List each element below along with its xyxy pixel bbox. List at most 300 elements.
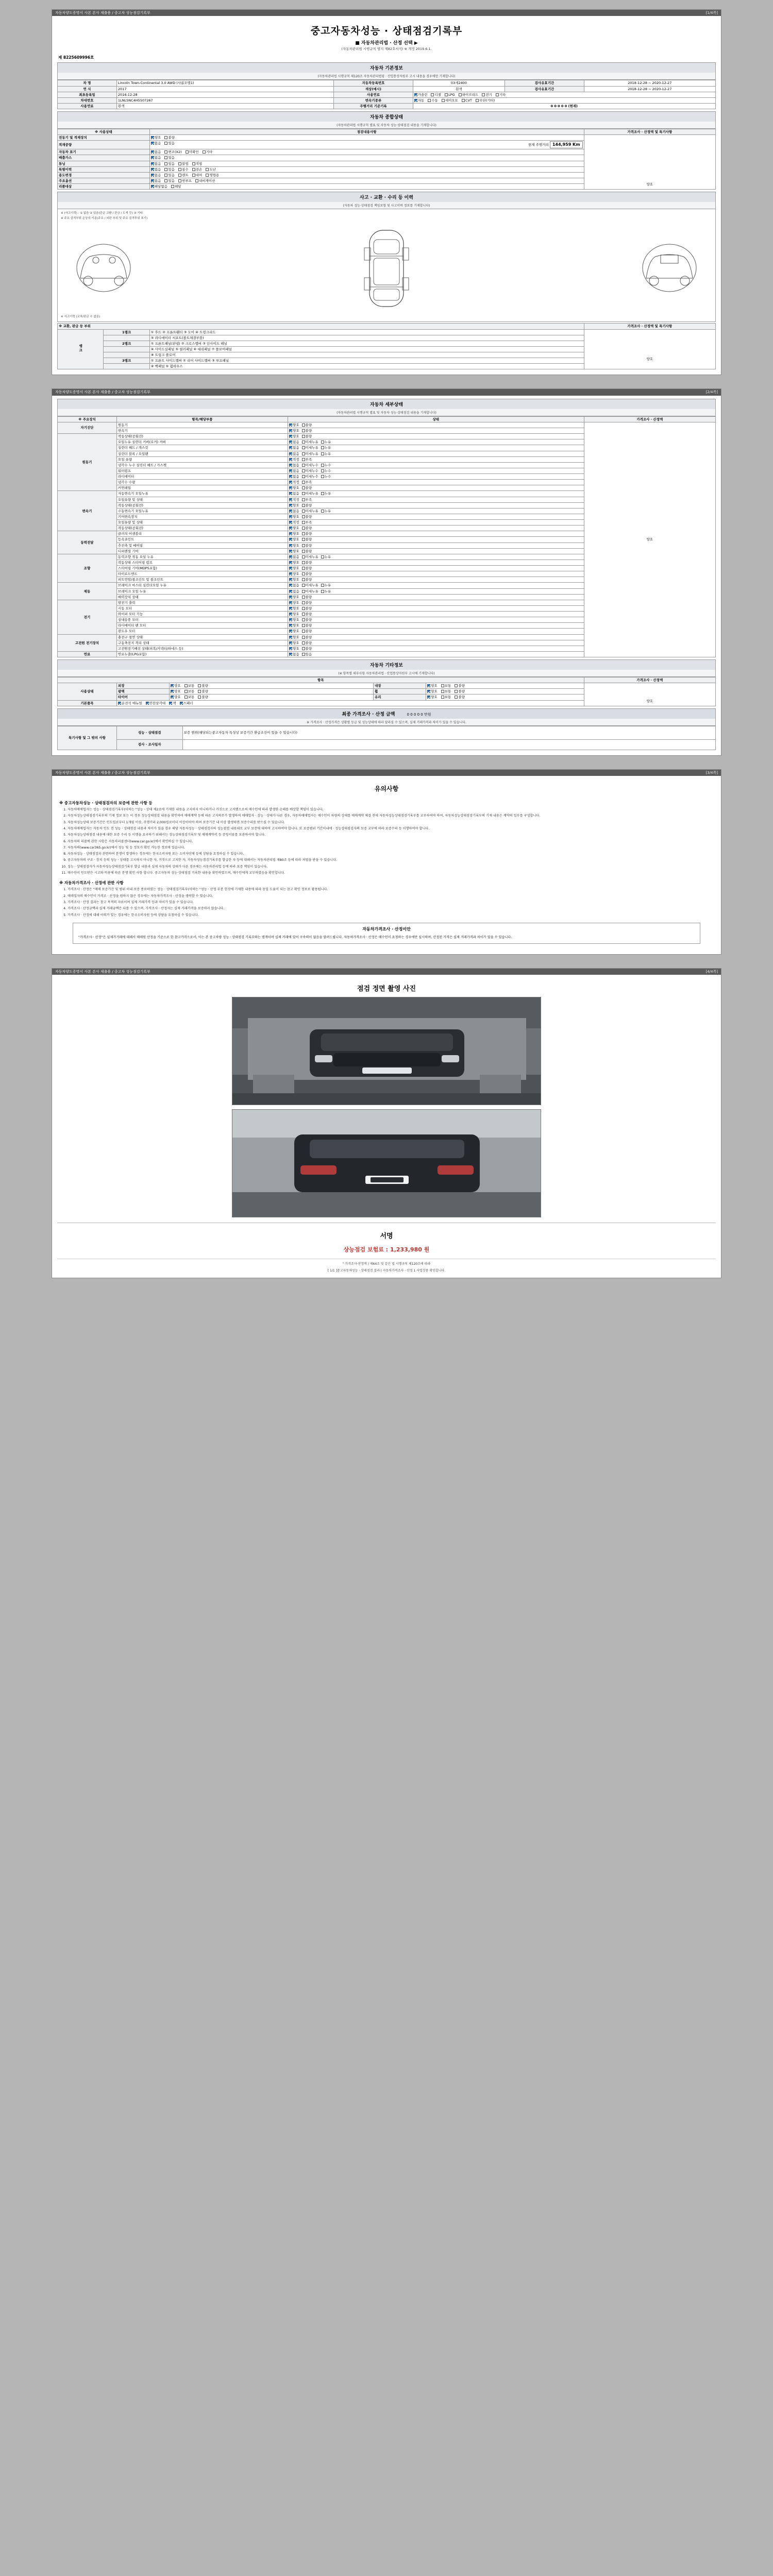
checkbox-icon[interactable] bbox=[302, 481, 305, 484]
option-chip[interactable] bbox=[321, 474, 331, 479]
checkbox-icon[interactable] bbox=[431, 93, 434, 96]
option-chip[interactable]: 보통 bbox=[184, 695, 195, 699]
option-chip[interactable] bbox=[302, 434, 312, 438]
option-chip[interactable]: 양호 bbox=[427, 689, 438, 693]
checkbox-icon[interactable] bbox=[302, 567, 305, 570]
checkbox-icon[interactable] bbox=[302, 596, 305, 599]
checkbox-icon[interactable] bbox=[289, 544, 292, 547]
option-chip[interactable] bbox=[302, 561, 312, 565]
checkbox-icon[interactable] bbox=[178, 174, 181, 177]
option-chip[interactable] bbox=[289, 549, 299, 553]
option-chip[interactable]: 침수 bbox=[178, 167, 189, 172]
checkbox-icon[interactable] bbox=[289, 481, 292, 484]
checkbox-icon[interactable] bbox=[302, 653, 305, 656]
checkbox-icon[interactable] bbox=[289, 538, 292, 541]
checkbox-icon[interactable] bbox=[198, 684, 201, 687]
checkbox-icon[interactable] bbox=[321, 464, 324, 467]
option-chip[interactable] bbox=[302, 480, 312, 484]
checkbox-icon[interactable] bbox=[321, 584, 324, 587]
checkbox-icon[interactable] bbox=[428, 99, 431, 102]
checkbox-icon[interactable] bbox=[302, 515, 305, 518]
checkbox-icon[interactable] bbox=[180, 702, 183, 705]
option-chip[interactable]: 보통 bbox=[184, 689, 195, 693]
checkbox-icon[interactable] bbox=[441, 684, 444, 687]
option-chip[interactable]: 있음 bbox=[164, 173, 175, 177]
checkbox-icon[interactable] bbox=[302, 624, 305, 627]
checkbox-icon[interactable] bbox=[171, 684, 174, 687]
option-chip[interactable]: 불량 bbox=[455, 695, 465, 699]
checkbox-icon[interactable] bbox=[151, 174, 154, 177]
checkbox-icon[interactable] bbox=[427, 690, 430, 693]
checkbox-icon[interactable] bbox=[289, 446, 292, 449]
option-chip[interactable] bbox=[302, 595, 312, 599]
checkbox-icon[interactable] bbox=[289, 613, 292, 616]
option-chip[interactable] bbox=[289, 589, 299, 594]
checkbox-icon[interactable] bbox=[289, 555, 292, 558]
checkbox-icon[interactable] bbox=[302, 458, 305, 461]
checkbox-icon[interactable] bbox=[302, 464, 305, 467]
option-chip[interactable]: 전손 bbox=[192, 167, 203, 172]
checkbox-icon[interactable] bbox=[151, 179, 154, 182]
checkbox-icon[interactable] bbox=[203, 150, 206, 154]
checkbox-icon[interactable] bbox=[289, 550, 292, 553]
option-chip[interactable] bbox=[302, 623, 312, 628]
option-chip[interactable] bbox=[302, 566, 312, 570]
option-chip[interactable] bbox=[302, 463, 318, 467]
fuel-option-4[interactable]: 전기 bbox=[482, 93, 492, 97]
option-chip[interactable]: 보통 bbox=[441, 695, 451, 699]
checkbox-icon[interactable] bbox=[289, 572, 292, 575]
checkbox-icon[interactable] bbox=[289, 624, 292, 627]
checkbox-icon[interactable] bbox=[302, 618, 305, 621]
checkbox-icon[interactable] bbox=[198, 690, 201, 693]
option-chip[interactable]: 없음 bbox=[151, 162, 161, 166]
option-chip[interactable]: 양호 bbox=[427, 684, 438, 688]
checkbox-icon[interactable] bbox=[321, 510, 324, 513]
option-chip[interactable]: 없음 bbox=[151, 150, 161, 154]
option-chip[interactable]: 스패너 bbox=[180, 701, 193, 705]
option-chip[interactable] bbox=[302, 486, 312, 490]
option-chip[interactable] bbox=[321, 440, 331, 444]
option-chip[interactable]: 잭 bbox=[169, 701, 176, 705]
option-chip[interactable] bbox=[321, 583, 331, 587]
option-chip[interactable] bbox=[289, 595, 299, 599]
checkbox-icon[interactable] bbox=[302, 446, 305, 449]
option-chip[interactable]: 양호 bbox=[151, 135, 161, 140]
transmission-option-4[interactable]: 무단(기타) bbox=[476, 98, 495, 103]
option-chip[interactable] bbox=[289, 612, 299, 616]
checkbox-icon[interactable] bbox=[302, 630, 305, 633]
option-chip[interactable] bbox=[289, 480, 299, 484]
option-chip[interactable]: 불량 bbox=[164, 135, 175, 140]
checkbox-icon[interactable] bbox=[289, 521, 292, 524]
option-chip[interactable] bbox=[289, 429, 299, 433]
checkbox-icon[interactable] bbox=[302, 492, 305, 495]
option-chip[interactable]: 해당없음 bbox=[151, 184, 167, 189]
option-chip[interactable]: 양호 bbox=[171, 695, 181, 699]
checkbox-icon[interactable] bbox=[289, 475, 292, 478]
checkbox-icon[interactable] bbox=[289, 567, 292, 570]
option-chip[interactable]: 있음 bbox=[164, 141, 175, 145]
option-chip[interactable] bbox=[302, 549, 312, 553]
checkbox-icon[interactable] bbox=[151, 150, 154, 154]
checkbox-icon[interactable] bbox=[302, 486, 305, 489]
checkbox-icon[interactable] bbox=[171, 690, 174, 693]
checkbox-icon[interactable] bbox=[178, 179, 181, 182]
checkbox-icon[interactable] bbox=[302, 538, 305, 541]
checkbox-icon[interactable] bbox=[164, 150, 167, 154]
option-chip[interactable] bbox=[289, 566, 299, 570]
checkbox-icon[interactable] bbox=[289, 561, 292, 564]
option-chip[interactable] bbox=[302, 429, 312, 433]
option-chip[interactable]: 보통 bbox=[441, 689, 451, 693]
checkbox-icon[interactable] bbox=[496, 93, 499, 96]
checkbox-icon[interactable] bbox=[302, 636, 305, 639]
checkbox-icon[interactable] bbox=[186, 150, 189, 154]
option-chip[interactable] bbox=[289, 583, 299, 587]
option-chip[interactable] bbox=[302, 606, 312, 611]
transmission-option-1[interactable]: 수동 bbox=[428, 98, 438, 103]
option-chip[interactable]: 불량 bbox=[198, 684, 208, 688]
option-chip[interactable] bbox=[289, 474, 299, 479]
option-chip[interactable] bbox=[289, 457, 299, 462]
checkbox-icon[interactable] bbox=[427, 684, 430, 687]
option-chip[interactable] bbox=[302, 578, 312, 582]
checkbox-icon[interactable] bbox=[442, 99, 445, 102]
checkbox-icon[interactable] bbox=[302, 590, 305, 593]
checkbox-icon[interactable] bbox=[289, 515, 292, 518]
checkbox-icon[interactable] bbox=[289, 596, 292, 599]
checkbox-icon[interactable] bbox=[302, 641, 305, 645]
option-chip[interactable] bbox=[289, 463, 299, 467]
option-chip[interactable]: 영업용 bbox=[206, 173, 219, 177]
option-chip[interactable] bbox=[321, 509, 331, 513]
option-chip[interactable] bbox=[302, 526, 312, 530]
checkbox-icon[interactable] bbox=[441, 696, 444, 699]
option-chip[interactable]: 썬루프 bbox=[178, 179, 192, 183]
option-chip[interactable]: 불량 bbox=[198, 689, 208, 693]
option-chip[interactable] bbox=[302, 652, 312, 656]
option-chip[interactable]: 내비게이션 bbox=[195, 179, 215, 183]
checkbox-icon[interactable] bbox=[321, 475, 324, 478]
checkbox-icon[interactable] bbox=[455, 684, 458, 687]
option-chip[interactable] bbox=[302, 469, 318, 473]
option-chip[interactable]: 없음 bbox=[151, 167, 161, 172]
checkbox-icon[interactable] bbox=[169, 702, 172, 705]
checkbox-icon[interactable] bbox=[289, 452, 292, 455]
option-chip[interactable] bbox=[289, 503, 299, 507]
option-chip[interactable]: 있음 bbox=[164, 162, 175, 166]
option-chip[interactable]: 양호 bbox=[171, 684, 181, 688]
option-chip[interactable] bbox=[302, 515, 312, 519]
checkbox-icon[interactable] bbox=[302, 578, 305, 581]
option-chip[interactable]: 없음 bbox=[151, 156, 161, 160]
option-chip[interactable] bbox=[302, 544, 312, 548]
transmission-option-2[interactable]: 세미오토 bbox=[442, 98, 458, 103]
checkbox-icon[interactable] bbox=[289, 486, 292, 489]
option-chip[interactable] bbox=[302, 618, 312, 622]
fuel-option-2[interactable]: LPG bbox=[445, 93, 455, 97]
checkbox-icon[interactable] bbox=[476, 99, 479, 102]
option-chip[interactable]: 불량 bbox=[455, 684, 465, 688]
option-chip[interactable] bbox=[289, 440, 299, 444]
option-chip[interactable] bbox=[289, 509, 299, 513]
option-chip[interactable] bbox=[321, 492, 331, 496]
checkbox-icon[interactable] bbox=[302, 498, 305, 501]
option-chip[interactable] bbox=[289, 469, 299, 473]
checkbox-icon[interactable] bbox=[289, 492, 292, 495]
checkbox-icon[interactable] bbox=[195, 179, 198, 182]
option-chip[interactable] bbox=[289, 537, 299, 541]
checkbox-icon[interactable] bbox=[427, 696, 430, 699]
option-chip[interactable] bbox=[289, 601, 299, 605]
option-chip[interactable] bbox=[289, 635, 299, 639]
checkbox-icon[interactable] bbox=[302, 423, 305, 427]
checkbox-icon[interactable] bbox=[302, 613, 305, 616]
checkbox-icon[interactable] bbox=[289, 429, 292, 432]
checkbox-icon[interactable] bbox=[289, 647, 292, 650]
checkbox-icon[interactable] bbox=[302, 647, 305, 650]
checkbox-icon[interactable] bbox=[289, 440, 292, 444]
checkbox-icon[interactable] bbox=[302, 584, 305, 587]
option-chip[interactable] bbox=[302, 583, 318, 587]
checkbox-icon[interactable] bbox=[302, 527, 305, 530]
checkbox-icon[interactable] bbox=[445, 93, 448, 96]
fuel-option-1[interactable]: 디젤 bbox=[431, 93, 441, 97]
option-chip[interactable]: 양호 bbox=[171, 689, 181, 693]
option-chip[interactable] bbox=[289, 498, 299, 502]
checkbox-icon[interactable] bbox=[151, 142, 154, 145]
option-chip[interactable] bbox=[289, 623, 299, 628]
checkbox-icon[interactable] bbox=[321, 590, 324, 593]
option-chip[interactable]: 안전삼각대 bbox=[146, 701, 165, 705]
option-chip[interactable] bbox=[302, 503, 312, 507]
checkbox-icon[interactable] bbox=[302, 475, 305, 478]
checkbox-icon[interactable] bbox=[178, 162, 181, 165]
option-chip[interactable] bbox=[289, 652, 299, 656]
option-chip[interactable]: 있음 bbox=[164, 179, 175, 183]
option-chip[interactable] bbox=[289, 434, 299, 438]
checkbox-icon[interactable] bbox=[151, 185, 154, 188]
fuel-option-5[interactable]: 기타 bbox=[496, 93, 506, 97]
checkbox-icon[interactable] bbox=[164, 168, 167, 171]
checkbox-icon[interactable] bbox=[302, 452, 305, 455]
checkbox-icon[interactable] bbox=[184, 696, 188, 699]
option-chip[interactable]: 없음 bbox=[151, 141, 161, 145]
option-chip[interactable] bbox=[289, 629, 299, 633]
checkbox-icon[interactable] bbox=[289, 578, 292, 581]
option-chip[interactable] bbox=[289, 578, 299, 582]
checkbox-icon[interactable] bbox=[164, 179, 167, 182]
checkbox-icon[interactable] bbox=[289, 607, 292, 610]
option-chip[interactable] bbox=[302, 572, 312, 576]
checkbox-icon[interactable] bbox=[164, 162, 167, 165]
checkbox-icon[interactable] bbox=[441, 690, 444, 693]
option-chip[interactable] bbox=[289, 532, 299, 536]
option-chip[interactable] bbox=[302, 520, 312, 524]
option-chip[interactable] bbox=[302, 457, 312, 462]
checkbox-icon[interactable] bbox=[455, 696, 458, 699]
fuel-option-0[interactable]: 가솔린 bbox=[414, 93, 428, 97]
option-chip[interactable] bbox=[302, 440, 318, 444]
option-chip[interactable] bbox=[302, 635, 312, 639]
option-chip[interactable] bbox=[321, 452, 331, 456]
checkbox-icon[interactable] bbox=[289, 590, 292, 593]
checkbox-icon[interactable] bbox=[302, 435, 305, 438]
option-chip[interactable] bbox=[302, 498, 312, 502]
option-chip[interactable] bbox=[289, 544, 299, 548]
checkbox-icon[interactable] bbox=[459, 93, 462, 96]
checkbox-icon[interactable] bbox=[289, 630, 292, 633]
checkbox-icon[interactable] bbox=[414, 99, 417, 102]
option-chip[interactable] bbox=[302, 492, 318, 496]
checkbox-icon[interactable] bbox=[289, 423, 292, 427]
checkbox-icon[interactable] bbox=[164, 136, 167, 139]
checkbox-icon[interactable] bbox=[289, 618, 292, 621]
option-chip[interactable] bbox=[289, 618, 299, 622]
option-chip[interactable] bbox=[302, 509, 318, 513]
option-chip[interactable] bbox=[321, 469, 331, 473]
option-chip[interactable] bbox=[302, 452, 318, 456]
checkbox-icon[interactable] bbox=[302, 521, 305, 524]
option-chip[interactable]: 적법 bbox=[192, 162, 203, 166]
checkbox-icon[interactable] bbox=[321, 555, 324, 558]
checkbox-icon[interactable] bbox=[184, 684, 188, 687]
checkbox-icon[interactable] bbox=[462, 99, 465, 102]
option-chip[interactable] bbox=[302, 601, 312, 605]
option-chip[interactable]: 렌트 bbox=[178, 173, 189, 177]
checkbox-icon[interactable] bbox=[321, 440, 324, 444]
option-chip[interactable] bbox=[302, 641, 312, 645]
option-chip[interactable]: 기타 bbox=[203, 150, 213, 154]
checkbox-icon[interactable] bbox=[192, 162, 195, 165]
checkbox-icon[interactable] bbox=[289, 435, 292, 438]
option-chip[interactable]: 양호 bbox=[427, 695, 438, 699]
checkbox-icon[interactable] bbox=[302, 504, 305, 507]
option-chip[interactable] bbox=[289, 572, 299, 576]
checkbox-icon[interactable] bbox=[151, 156, 154, 159]
checkbox-icon[interactable] bbox=[171, 185, 174, 188]
checkbox-icon[interactable] bbox=[206, 168, 209, 171]
option-chip[interactable] bbox=[302, 446, 318, 450]
option-chip[interactable]: 있음 bbox=[164, 156, 175, 160]
option-chip[interactable] bbox=[302, 629, 312, 633]
option-chip[interactable]: 불법 bbox=[178, 162, 189, 166]
option-chip[interactable]: 보통 bbox=[184, 684, 195, 688]
option-chip[interactable]: 도난 bbox=[206, 167, 216, 172]
checkbox-icon[interactable] bbox=[302, 440, 305, 444]
checkbox-icon[interactable] bbox=[289, 601, 292, 604]
checkbox-icon[interactable] bbox=[289, 504, 292, 507]
option-chip[interactable] bbox=[289, 486, 299, 490]
option-chip[interactable] bbox=[302, 474, 318, 479]
checkbox-icon[interactable] bbox=[118, 702, 121, 705]
checkbox-icon[interactable] bbox=[289, 653, 292, 656]
option-chip[interactable] bbox=[302, 589, 318, 594]
option-chip[interactable] bbox=[289, 526, 299, 530]
option-chip[interactable]: 대여 bbox=[192, 173, 203, 177]
option-chip[interactable]: 없음 bbox=[151, 179, 161, 183]
checkbox-icon[interactable] bbox=[151, 162, 154, 165]
option-chip[interactable]: 변조(X2) bbox=[164, 150, 181, 154]
checkbox-icon[interactable] bbox=[302, 532, 305, 535]
option-chip[interactable] bbox=[302, 612, 312, 616]
option-chip[interactable]: 있음 bbox=[164, 167, 175, 172]
option-chip[interactable] bbox=[302, 423, 312, 427]
option-chip[interactable] bbox=[302, 537, 312, 541]
checkbox-icon[interactable] bbox=[289, 636, 292, 639]
checkbox-icon[interactable] bbox=[302, 555, 305, 558]
option-chip[interactable] bbox=[289, 515, 299, 519]
option-chip[interactable]: 해당 bbox=[171, 184, 181, 189]
option-chip[interactable] bbox=[289, 452, 299, 456]
checkbox-icon[interactable] bbox=[289, 527, 292, 530]
option-chip[interactable] bbox=[289, 446, 299, 450]
checkbox-icon[interactable] bbox=[289, 584, 292, 587]
checkbox-icon[interactable] bbox=[164, 174, 167, 177]
option-chip[interactable] bbox=[321, 463, 331, 467]
checkbox-icon[interactable] bbox=[321, 452, 324, 455]
checkbox-icon[interactable] bbox=[164, 156, 167, 159]
checkbox-icon[interactable] bbox=[192, 174, 195, 177]
option-chip[interactable] bbox=[289, 641, 299, 645]
checkbox-icon[interactable] bbox=[206, 174, 209, 177]
checkbox-icon[interactable] bbox=[164, 142, 167, 145]
checkbox-icon[interactable] bbox=[289, 510, 292, 513]
checkbox-icon[interactable] bbox=[455, 690, 458, 693]
checkbox-icon[interactable] bbox=[321, 492, 324, 495]
option-chip[interactable] bbox=[289, 423, 299, 427]
transmission-option-3[interactable]: CVT bbox=[462, 98, 472, 103]
checkbox-icon[interactable] bbox=[151, 136, 154, 139]
checkbox-icon[interactable] bbox=[171, 696, 174, 699]
option-chip[interactable] bbox=[302, 532, 312, 536]
option-chip[interactable]: 불량 bbox=[455, 689, 465, 693]
checkbox-icon[interactable] bbox=[321, 446, 324, 449]
checkbox-icon[interactable] bbox=[289, 469, 292, 472]
transmission-option-0[interactable]: 자동 bbox=[414, 98, 425, 103]
checkbox-icon[interactable] bbox=[414, 93, 417, 96]
option-chip[interactable]: 불량 bbox=[198, 695, 208, 699]
option-chip[interactable] bbox=[289, 647, 299, 651]
checkbox-icon[interactable] bbox=[289, 641, 292, 645]
checkbox-icon[interactable] bbox=[192, 168, 195, 171]
checkbox-icon[interactable] bbox=[482, 93, 485, 96]
option-chip[interactable] bbox=[302, 647, 312, 651]
option-chip[interactable] bbox=[289, 561, 299, 565]
checkbox-icon[interactable] bbox=[302, 572, 305, 575]
option-chip[interactable] bbox=[321, 555, 331, 559]
checkbox-icon[interactable] bbox=[302, 510, 305, 513]
checkbox-icon[interactable] bbox=[302, 601, 305, 604]
checkbox-icon[interactable] bbox=[302, 429, 305, 432]
checkbox-icon[interactable] bbox=[146, 702, 149, 705]
option-chip[interactable] bbox=[289, 555, 299, 559]
checkbox-icon[interactable] bbox=[321, 469, 324, 472]
checkbox-icon[interactable] bbox=[289, 498, 292, 501]
checkbox-icon[interactable] bbox=[198, 696, 201, 699]
checkbox-icon[interactable] bbox=[184, 690, 188, 693]
checkbox-icon[interactable] bbox=[151, 168, 154, 171]
checkbox-icon[interactable] bbox=[289, 532, 292, 535]
option-chip[interactable] bbox=[289, 606, 299, 611]
checkbox-icon[interactable] bbox=[289, 464, 292, 467]
option-chip[interactable]: 미확인 bbox=[186, 150, 199, 154]
checkbox-icon[interactable] bbox=[178, 168, 181, 171]
option-chip[interactable]: 보통 bbox=[441, 684, 451, 688]
option-chip[interactable]: 운전석 매뉴얼 bbox=[118, 701, 142, 705]
option-chip[interactable] bbox=[289, 492, 299, 496]
